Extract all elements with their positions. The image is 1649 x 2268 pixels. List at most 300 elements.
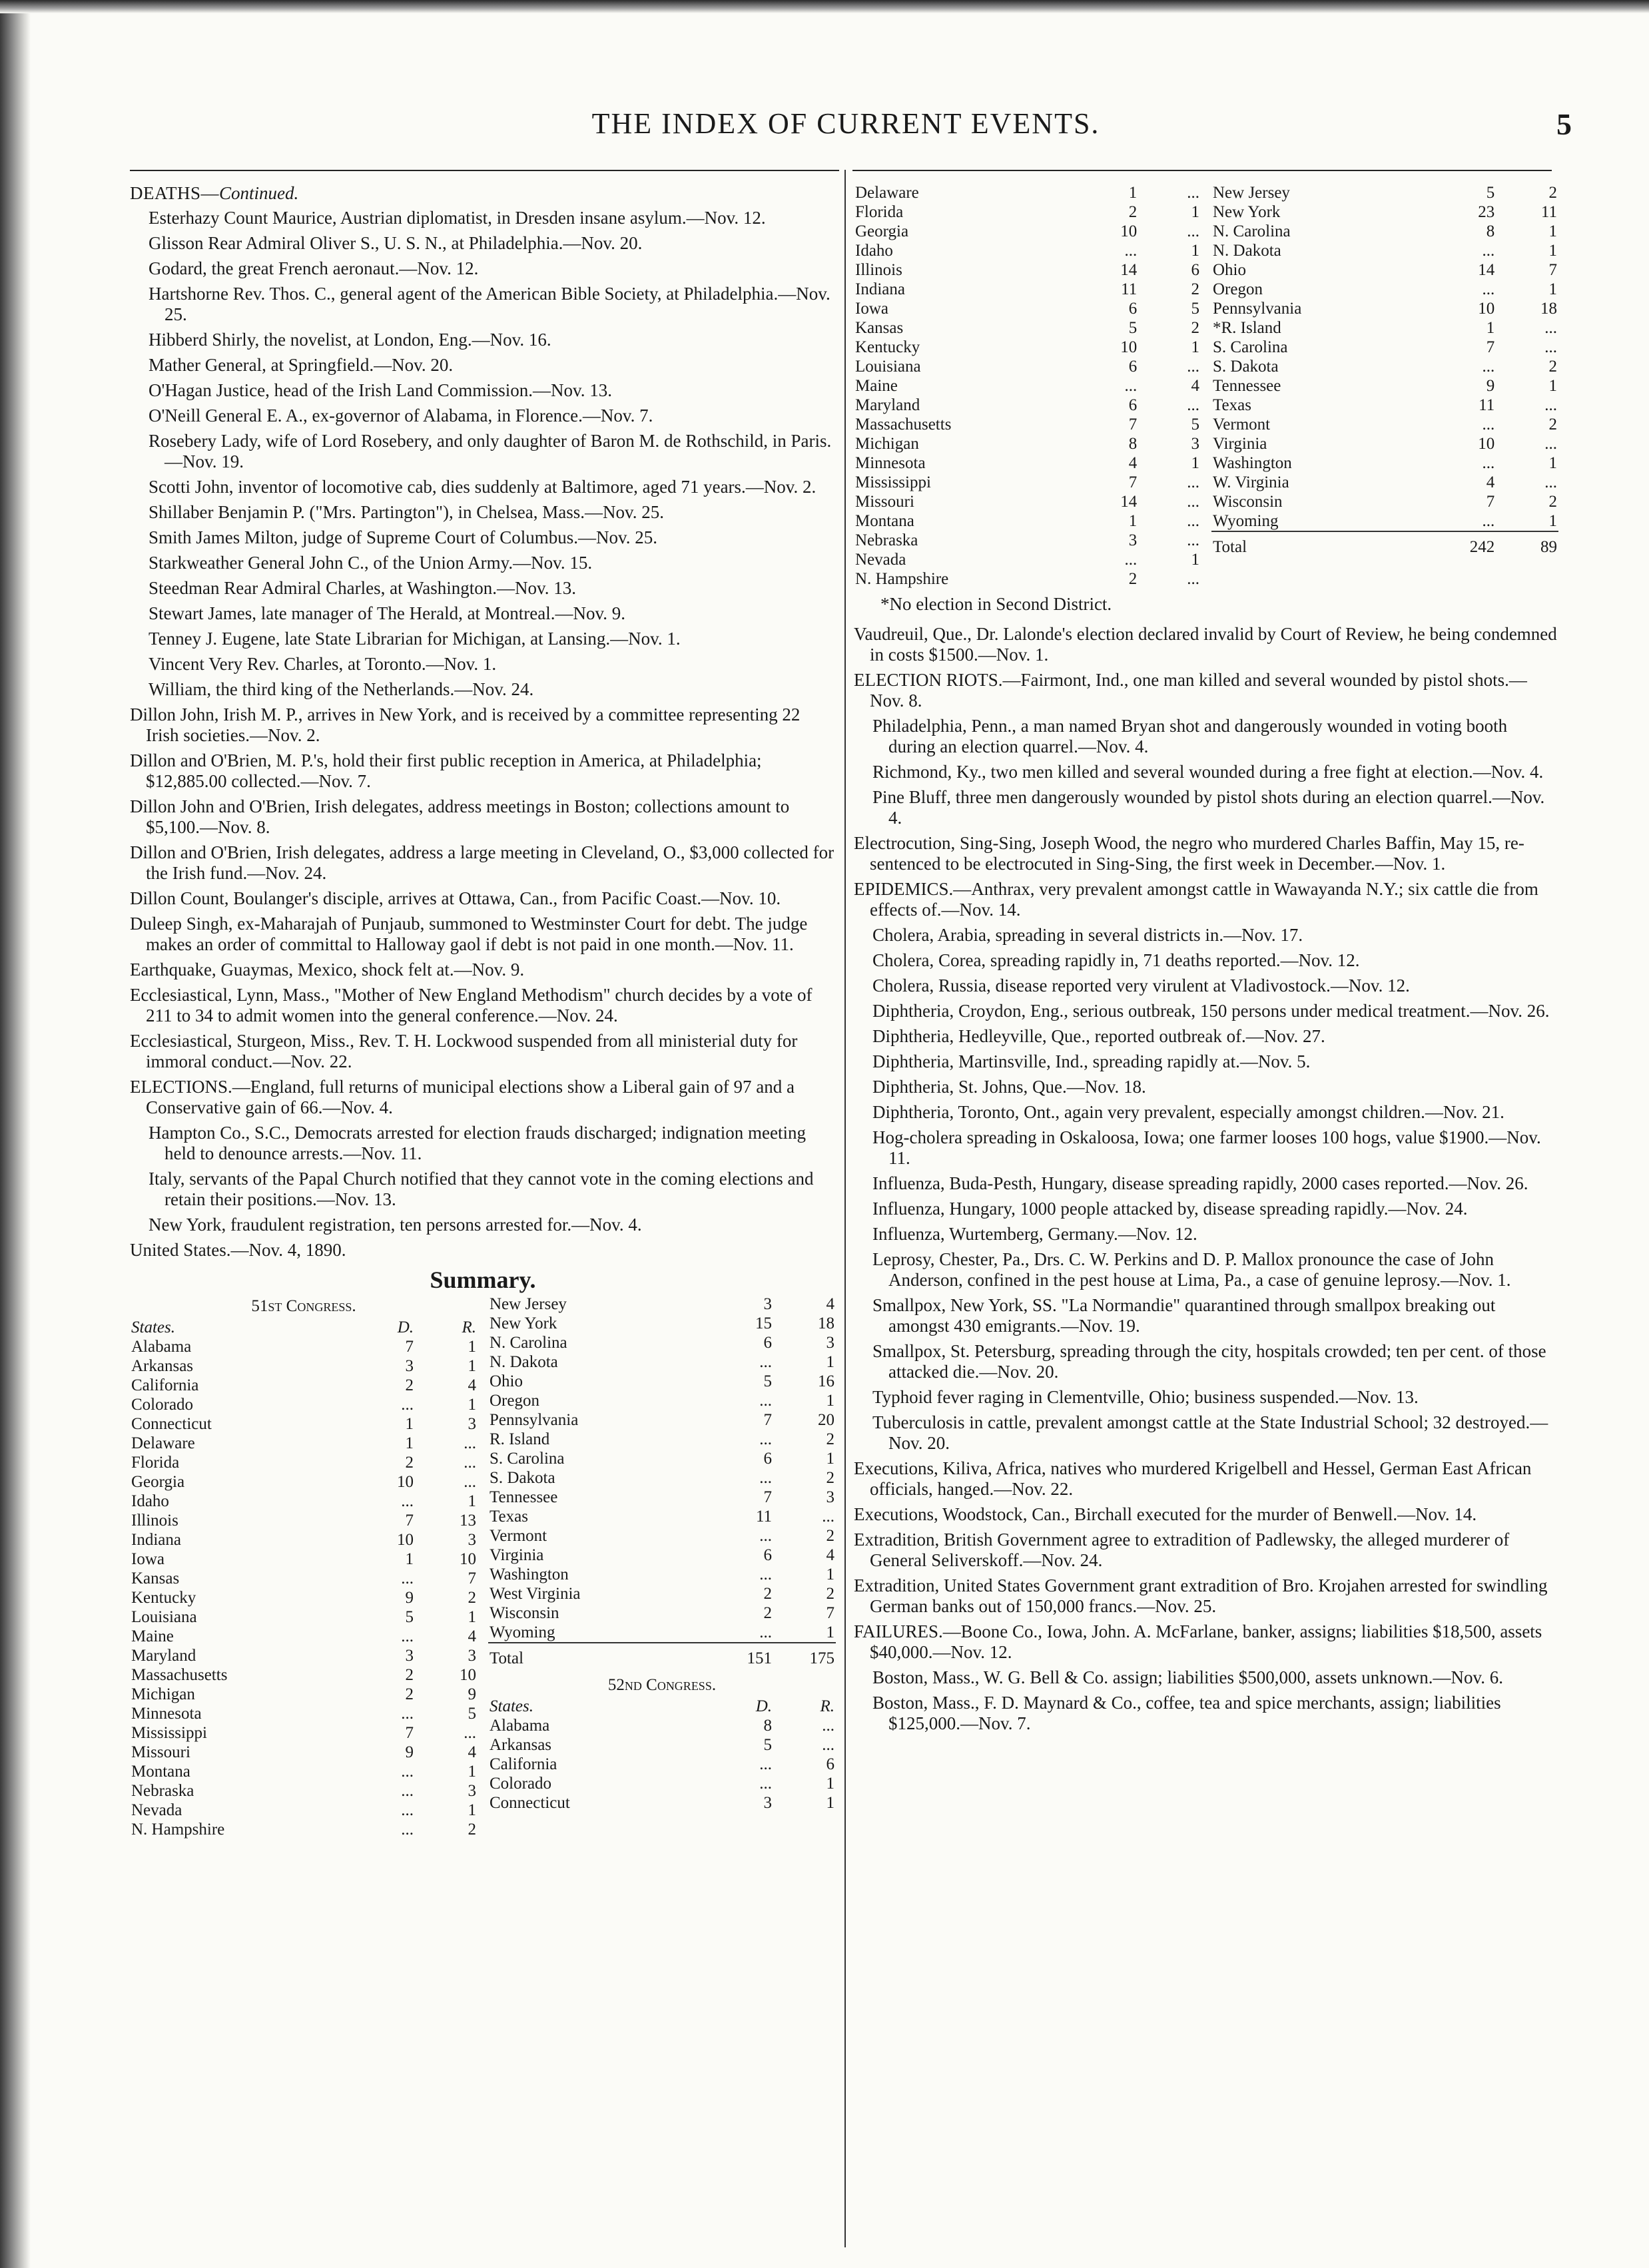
congress-52-col-a <box>854 183 1201 589</box>
state-d: 5 <box>405 1608 414 1626</box>
col-d: D. <box>397 1318 414 1336</box>
state-d: 2 <box>405 1376 414 1394</box>
state-name: New York <box>1213 203 1281 221</box>
state-d: 7 <box>405 1512 414 1530</box>
state-name: Alabama <box>490 1717 550 1735</box>
state-row <box>1211 280 1558 299</box>
death-entry: Glisson Rear Admiral Oliver S., U. S. N., at Philadelphia.—Nov. 20. <box>149 233 643 253</box>
state-d: 10 <box>397 1473 414 1491</box>
index-entry: Extradition, British Government agree to extradition of Padlewsky, the alleged murderer of General Seliverskoff.—Nov. 24. <box>854 1530 1510 1570</box>
state-name: Minnesota <box>131 1705 202 1723</box>
state-row <box>488 1565 836 1584</box>
state-r: 18 <box>818 1314 834 1332</box>
state-d: 3 <box>1128 531 1138 549</box>
epidemic-entry: Diphtheria, Toronto, Ont., again very prevalent, especially amongst children.—Nov. 21. <box>872 1102 1504 1122</box>
state-row <box>130 1820 478 1839</box>
column-divider <box>844 170 846 2247</box>
state-name: Indiana <box>131 1531 181 1549</box>
state-d: 2 <box>1128 570 1138 588</box>
state-row <box>854 338 1201 357</box>
state-d: ... <box>1482 358 1495 376</box>
state-row <box>130 1627 478 1646</box>
state-row <box>854 453 1201 473</box>
state-row <box>854 376 1201 396</box>
state-r: 2 <box>468 1589 476 1607</box>
state-r: ... <box>1187 473 1199 491</box>
page-title: THE INDEX OF CURRENT EVENTS. <box>591 107 1100 140</box>
death-entry: O'Hagan Justice, head of the Irish Land Commission.—Nov. 13. <box>149 380 613 400</box>
state-r: ... <box>822 1508 834 1526</box>
congress-52-total: Total 242 89 <box>1211 531 1558 557</box>
state-d: 7 <box>405 1724 414 1742</box>
state-r: 1 <box>468 1801 476 1819</box>
failure-entry: Boston, Mass., F. D. Maynard & Co., coffee, tea and spice merchants, assign; liabilities $125,000.—Nov. 7. <box>872 1693 1501 1733</box>
state-r: 1 <box>1191 203 1199 221</box>
state-name: Kentucky <box>855 338 920 356</box>
state-r: 2 <box>826 1469 834 1487</box>
state-name: Massachusetts <box>855 416 952 433</box>
state-row <box>1211 338 1558 357</box>
elections-lead: ELECTIONS.—England, full returns of municipal elections show a Liberal gain of 97 and a Conservative gain of 66.—Nov. 4. <box>130 1077 795 1117</box>
state-name: Maryland <box>855 396 920 414</box>
state-row <box>488 1774 836 1793</box>
state-row <box>854 511 1201 531</box>
state-r: 1 <box>826 1623 834 1641</box>
state-row <box>854 396 1201 415</box>
summary-grid <box>130 1294 836 1839</box>
state-r: 2 <box>468 1821 476 1839</box>
state-row <box>1211 376 1558 396</box>
state-r: 13 <box>460 1512 476 1530</box>
death-entry: Vincent Very Rev. Charles, at Toronto.—Nov. 1. <box>149 654 497 674</box>
state-d: ... <box>401 1763 414 1781</box>
state-name: Arkansas <box>131 1357 194 1375</box>
state-name: Maine <box>131 1627 174 1645</box>
page-number: 5 <box>1556 107 1572 141</box>
state-d: 14 <box>1120 261 1138 279</box>
state-r: 7 <box>826 1604 834 1622</box>
state-d: 1 <box>1486 319 1495 337</box>
state-d: ... <box>759 1775 773 1793</box>
state-r: 9 <box>468 1685 476 1703</box>
state-row <box>1211 511 1558 531</box>
state-d: ... <box>759 1469 773 1487</box>
state-d: 1 <box>405 1415 414 1433</box>
state-r: 5 <box>1191 300 1199 318</box>
state-name: Pennsylvania <box>490 1411 579 1429</box>
state-row <box>130 1511 478 1530</box>
state-r: 2 <box>826 1527 834 1545</box>
state-name: Vermont <box>1213 416 1271 433</box>
deaths-heading <box>130 183 836 204</box>
deaths-list <box>130 208 836 700</box>
state-name: Delaware <box>131 1434 195 1452</box>
state-r: 7 <box>468 1569 476 1587</box>
state-d: ... <box>1124 242 1138 260</box>
state-r: 1 <box>1191 242 1199 260</box>
state-name: Missouri <box>855 493 914 511</box>
state-name: Iowa <box>131 1550 165 1568</box>
state-r: 3 <box>468 1531 476 1549</box>
epidemic-entry: Tuberculosis in cattle, prevalent amongst cattle at the State Industrial School; 32 destroyed.—Nov. 20. <box>872 1412 1548 1453</box>
death-entry: Stewart James, late manager of The Herald, at Montreal.—Nov. 9. <box>149 603 626 623</box>
index-entry: Executions, Woodstock, Can., Birchall executed for the murder of Benwell.—Nov. 14. <box>854 1504 1477 1524</box>
electrocution-entry: Electrocution, Sing-Sing, Joseph Wood, the negro who murdered Charles Baffin, May 15, re-sentenced to be electrocuted in Sing-Sing, the first week in December.—Nov. 1. <box>854 833 1524 874</box>
state-row <box>130 1723 478 1743</box>
state-row <box>854 183 1201 202</box>
index-entry: Ecclesiastical, Lynn, Mass., "Mother of New England Methodism" church decides by a vote of 211 to 34 to admit women into the general conference.—Nov. 24. <box>130 985 813 1025</box>
epidemic-entry: Influenza, Hungary, 1000 people attacked by, disease spreading rapidly.—Nov. 24. <box>872 1199 1468 1219</box>
state-name: Michigan <box>855 435 919 453</box>
index-entry: Dillon and O'Brien, M. P.'s, hold their first public reception in America, at Philadelphia; $12,885.00 collected.—Nov. 7. <box>130 750 762 791</box>
state-d: 8 <box>763 1717 773 1735</box>
state-name: Georgia <box>131 1473 185 1491</box>
state-d: ... <box>1482 416 1495 433</box>
state-r: ... <box>1187 512 1199 530</box>
state-d: 10 <box>1120 222 1138 240</box>
state-row <box>488 1449 836 1468</box>
state-row <box>1211 183 1558 202</box>
state-name: N. Hampshire <box>131 1821 225 1839</box>
col-r: R. <box>462 1318 476 1336</box>
state-row <box>1211 222 1558 241</box>
index-entry: Executions, Kiliva, Africa, natives who murdered Krigelbell and Hessel, German East African officials, hanged.—Nov. 22. <box>854 1458 1532 1499</box>
state-d: 6 <box>1128 358 1138 376</box>
state-name: N. Carolina <box>490 1334 567 1352</box>
state-name: Ohio <box>1213 261 1246 279</box>
state-name: Wyoming <box>1213 512 1279 530</box>
state-r: 18 <box>1540 300 1557 318</box>
state-d: 5 <box>1486 184 1495 202</box>
state-row <box>130 1434 478 1453</box>
state-row <box>130 1550 478 1569</box>
state-row <box>1211 260 1558 280</box>
summary-col-1 <box>130 1294 478 1839</box>
header-rule-right <box>852 170 1552 171</box>
state-d: ... <box>759 1565 773 1583</box>
index-entry: Vaudreuil, Que., Dr. Lalonde's election declared invalid by Court of Review, he being condemned in costs $1500.—Nov. 1. <box>854 624 1557 665</box>
state-name: Connecticut <box>490 1794 570 1812</box>
riot-entry: Richmond, Ky., two men killed and several wounded during a free fight at election.—Nov. 4. <box>872 762 1544 782</box>
death-entry: Hibberd Shirly, the novelist, at London, Eng.—Nov. 16. <box>149 330 551 350</box>
failures-lead: FAILURES.—Boone Co., Iowa, John. A. McFarlane, banker, assigns; liabilities $18,500, assets $40,000.—Nov. 12. <box>854 1621 1542 1662</box>
state-r: 1 <box>468 1608 476 1626</box>
state-d: 10 <box>397 1531 414 1549</box>
state-name: California <box>490 1755 557 1773</box>
state-name: Montana <box>855 512 914 530</box>
state-d: ... <box>1124 551 1138 569</box>
epidemic-entry: Cholera, Russia, disease reported very virulent at Vladivostock.—Nov. 12. <box>872 976 1410 995</box>
death-entry: Tenney J. Eugene, late State Librarian for Michigan, at Lansing.—Nov. 1. <box>149 629 681 649</box>
epidemics-subs <box>854 925 1558 1454</box>
state-r: ... <box>1544 473 1557 491</box>
state-d: ... <box>401 1782 414 1800</box>
epidemic-entry: Diphtheria, Hedleyville, Que., reported outbreak of.—Nov. 27. <box>872 1026 1325 1046</box>
state-name: Idaho <box>855 242 893 260</box>
epidemic-entry: Smallpox, St. Petersburg, spreading through the city, hospitals crowded; ten per cent. of those attacked die.—Nov. 20. <box>872 1341 1546 1382</box>
state-name: S. Carolina <box>490 1450 565 1468</box>
state-d: ... <box>759 1527 773 1545</box>
state-row <box>854 492 1201 511</box>
state-r: 3 <box>468 1415 476 1433</box>
state-r: 2 <box>826 1430 834 1448</box>
state-row <box>130 1781 478 1801</box>
index-entry: Earthquake, Guaymas, Mexico, shock felt at.—Nov. 9. <box>130 960 525 980</box>
election-entry: New York, fraudulent registration, ten persons arrested for.—Nov. 4. <box>149 1215 642 1235</box>
state-row <box>854 260 1201 280</box>
state-name: Delaware <box>855 184 919 202</box>
congress-52-table-a: States. D. R. Alabama 8 ... Arkansas 5 ... California ... 6 Colorado ... 1 Connecticut 3 1 <box>490 1697 834 1812</box>
elections-subs <box>130 1123 836 1235</box>
epidemic-entry: Typhoid fever raging in Clementville, Ohio; business suspended.—Nov. 13. <box>872 1387 1419 1407</box>
state-d: 2 <box>763 1604 773 1622</box>
state-d: ... <box>759 1392 773 1410</box>
state-name: Washington <box>1213 454 1292 472</box>
state-name: Texas <box>490 1508 528 1526</box>
state-r: 6 <box>826 1755 834 1773</box>
state-row <box>1211 299 1558 318</box>
state-r: 3 <box>826 1488 834 1506</box>
state-row <box>488 1584 836 1603</box>
state-r: 4 <box>468 1376 476 1394</box>
congress-51-table-b <box>488 1294 836 1668</box>
state-row <box>488 1507 836 1526</box>
riots-lead: ELECTION RIOTS.—Fairmont, Ind., one man killed and several wounded by pistol shots.—Nov. 8. <box>854 670 1527 710</box>
state-d: ... <box>401 1492 414 1510</box>
state-row <box>854 357 1201 376</box>
state-r: ... <box>822 1717 834 1735</box>
state-row <box>854 415 1201 434</box>
congress-52-col-b <box>1211 183 1558 589</box>
state-r: 1 <box>468 1357 476 1375</box>
state-name: New Jersey <box>1213 184 1290 202</box>
state-row <box>488 1623 836 1643</box>
state-name: Alabama <box>131 1338 192 1356</box>
state-r: ... <box>1544 435 1557 453</box>
riots-subs <box>854 716 1558 828</box>
state-d: ... <box>1482 454 1495 472</box>
state-row <box>488 1333 836 1352</box>
state-d: 3 <box>405 1647 414 1665</box>
epidemic-entry: Diphtheria, Croydon, Eng., serious outbreak, 150 persons under medical treatment.—Nov. 26. <box>872 1001 1550 1021</box>
state-row <box>130 1472 478 1492</box>
state-row <box>854 222 1201 241</box>
death-entry: Esterhazy Count Maurice, Austrian diplomatist, in Dresden insane asylum.—Nov. 12. <box>149 208 766 228</box>
state-d: 23 <box>1478 203 1495 221</box>
footnote: *No election in Second District. <box>880 594 1112 614</box>
state-row <box>488 1391 836 1410</box>
death-entry: Smith James Milton, judge of Supreme Court of Columbus.—Nov. 25. <box>149 527 657 547</box>
state-r: 1 <box>826 1775 834 1793</box>
state-name: Nevada <box>131 1801 182 1819</box>
state-r: 7 <box>1548 261 1557 279</box>
state-r: 1 <box>1548 222 1557 240</box>
state-row <box>1211 453 1558 473</box>
state-d: ... <box>401 1705 414 1723</box>
state-row <box>1211 415 1558 434</box>
state-row <box>130 1743 478 1762</box>
state-d: ... <box>1482 280 1495 298</box>
state-name: Maine <box>855 377 898 395</box>
state-row <box>488 1314 836 1333</box>
state-name: Georgia <box>855 222 909 240</box>
state-name: Vermont <box>490 1527 547 1545</box>
state-name: N. Hampshire <box>855 570 949 588</box>
summary-title: Summary. <box>430 1267 536 1293</box>
state-name: New Jersey <box>490 1295 567 1313</box>
state-row <box>130 1665 478 1685</box>
epidemic-entry: Cholera, Arabia, spreading in several districts in.—Nov. 17. <box>872 925 1303 945</box>
state-name: Louisiana <box>131 1608 197 1626</box>
state-r: ... <box>1544 319 1557 337</box>
state-name: Louisiana <box>855 358 921 376</box>
epidemic-entry: Smallpox, New York, SS. "La Normandie" quarantined through smallpox breaking out amongst 430 emigrants.—Nov. 19. <box>872 1295 1496 1336</box>
death-entry: Hartshorne Rev. Thos. C., general agent of the American Bible Society, at Philadelphia.—Nov. 25. <box>149 284 830 324</box>
state-r: ... <box>1187 184 1199 202</box>
death-entry: Mather General, at Springfield.—Nov. 20. <box>149 355 454 375</box>
state-name: Michigan <box>131 1685 195 1703</box>
state-d: ... <box>759 1755 773 1773</box>
state-r: ... <box>1187 222 1199 240</box>
state-row <box>854 569 1201 589</box>
state-r: 1 <box>826 1565 834 1583</box>
death-entry: Starkweather General John C., of the Union Army.—Nov. 15. <box>149 553 593 573</box>
state-d: ... <box>401 1569 414 1587</box>
state-d: 2 <box>1128 203 1138 221</box>
state-row <box>488 1488 836 1507</box>
state-row <box>854 202 1201 222</box>
state-r: ... <box>1187 358 1199 376</box>
death-entry: Godard, the great French aeronaut.—Nov. 12. <box>149 258 479 278</box>
state-row <box>130 1588 478 1607</box>
state-row <box>854 318 1201 338</box>
state-name: Mississippi <box>855 473 931 491</box>
state-d: 1 <box>405 1434 414 1452</box>
state-name: Tennessee <box>490 1488 558 1506</box>
right-column <box>854 183 1558 1739</box>
page-header <box>120 107 1572 153</box>
state-r: 4 <box>826 1295 834 1313</box>
state-row <box>488 1468 836 1488</box>
state-name: Minnesota <box>855 454 926 472</box>
state-d: 2 <box>405 1454 414 1472</box>
state-name: Florida <box>131 1454 180 1472</box>
state-row <box>1211 473 1558 492</box>
state-name: N. Carolina <box>1213 222 1291 240</box>
state-d: 7 <box>1486 338 1495 356</box>
state-r: 1 <box>1191 454 1199 472</box>
state-r: 11 <box>1540 203 1557 221</box>
state-r: ... <box>464 1473 476 1491</box>
death-entry: Scotti John, inventor of locomotive cab, dies suddenly at Baltimore, aged 71 years.—Nov. 2. <box>149 477 817 497</box>
state-row <box>488 1546 836 1565</box>
state-d: 7 <box>1128 473 1138 491</box>
state-d: 5 <box>1128 319 1138 337</box>
state-r: 3 <box>1191 435 1199 453</box>
state-d: ... <box>401 1627 414 1645</box>
state-d: ... <box>401 1396 414 1414</box>
congress-52-table-b <box>854 183 1201 589</box>
state-name: Wisconsin <box>490 1604 559 1622</box>
state-d: 11 <box>1479 396 1495 414</box>
state-row <box>488 1372 836 1391</box>
state-d: 8 <box>1128 435 1138 453</box>
state-d: 3 <box>763 1794 773 1812</box>
state-name: Nebraska <box>131 1782 194 1800</box>
failure-entry: Boston, Mass., W. G. Bell & Co. assign; liabilities $500,000, assets unknown.—Nov. 6. <box>872 1667 1504 1687</box>
index-entry: Ecclesiastical, Sturgeon, Miss., Rev. T. H. Lockwood suspended from all ministerial duty for immoral conduct.—Nov. 22. <box>130 1031 798 1071</box>
riot-entry: Philadelphia, Penn., a man named Bryan shot and dangerously wounded in voting booth during an election quarrel.—Nov. 4. <box>872 716 1508 756</box>
index-entry: Duleep Singh, ex-Maharajah of Punjaub, summoned to Westminster Court for debt. The judge makes an order of committal to Halloway gaol if debt is not paid in one month.—Nov. 11. <box>130 914 808 954</box>
death-entry: Steedman Rear Admiral Charles, at Washington.—Nov. 13. <box>149 578 576 598</box>
state-name: Oregon <box>1213 280 1263 298</box>
state-r: 1 <box>1191 551 1199 569</box>
election-entry: Hampton Co., S.C., Democrats arrested for election frauds discharged; indignation meeting held to denounce arrests.—Nov. 11. <box>149 1123 807 1163</box>
state-r: 2 <box>826 1585 834 1603</box>
deaths-continued: Continued. <box>219 183 299 203</box>
state-name: Nebraska <box>855 531 918 549</box>
state-r: 1 <box>1548 377 1557 395</box>
left-column <box>130 183 836 1839</box>
index-entry: Dillon Count, Boulanger's disciple, arrives at Ottawa, Can., from Pacific Coast.—Nov. 10. <box>130 888 781 908</box>
state-r: 2 <box>1191 280 1199 298</box>
state-name: Missouri <box>131 1743 190 1761</box>
state-row <box>130 1492 478 1511</box>
state-r: 10 <box>460 1666 476 1684</box>
election-entry: Italy, servants of the Papal Church notified that they cannot vote in the coming elections and retain their positions.—Nov. 13. <box>149 1169 814 1209</box>
state-d: 14 <box>1120 493 1138 511</box>
congress-52-table-c <box>1211 183 1558 557</box>
state-row <box>1211 492 1558 511</box>
state-name: Colorado <box>131 1396 194 1414</box>
state-name: Idaho <box>131 1492 169 1510</box>
state-name: Kentucky <box>131 1589 196 1607</box>
state-d: 2 <box>405 1666 414 1684</box>
state-d: ... <box>1482 242 1495 260</box>
state-name: New York <box>490 1314 557 1332</box>
state-d: 14 <box>1478 261 1495 279</box>
header-rule-left <box>130 170 839 171</box>
state-r: ... <box>1187 531 1199 549</box>
state-d: 7 <box>1486 493 1495 511</box>
state-row <box>488 1430 836 1449</box>
state-r: ... <box>1187 396 1199 414</box>
state-name: Virginia <box>490 1546 544 1564</box>
index-entry: Dillon John and O'Brien, Irish delegates, address meetings in Boston; collections amount to $5,100.—Nov. 8. <box>130 796 790 837</box>
state-r: ... <box>1187 570 1199 588</box>
state-name: S. Dakota <box>490 1469 555 1487</box>
congress-51-table-a <box>130 1318 478 1839</box>
state-row <box>488 1735 836 1755</box>
state-d: 3 <box>763 1295 773 1313</box>
index-entry: Dillon John, Irish M. P., arrives in New York, and is received by a committee representing 22 Irish societies.—Nov. 2. <box>130 705 801 745</box>
col-states: States. <box>131 1318 175 1336</box>
state-r: 4 <box>826 1546 834 1564</box>
state-name: Arkansas <box>490 1736 552 1754</box>
state-d: 8 <box>1486 222 1495 240</box>
state-d: ... <box>759 1623 773 1641</box>
state-r: 1 <box>468 1338 476 1356</box>
state-name: Ohio <box>490 1372 523 1390</box>
state-d: 15 <box>755 1314 773 1332</box>
state-r: 4 <box>1191 377 1199 395</box>
state-name: S. Dakota <box>1213 358 1279 376</box>
state-name: Montana <box>131 1763 190 1781</box>
state-name: N. Dakota <box>1213 242 1281 260</box>
state-d: 9 <box>405 1743 414 1761</box>
state-name: West Virginia <box>490 1585 581 1603</box>
epidemic-entry: Diphtheria, St. Johns, Que.—Nov. 18. <box>872 1077 1146 1097</box>
